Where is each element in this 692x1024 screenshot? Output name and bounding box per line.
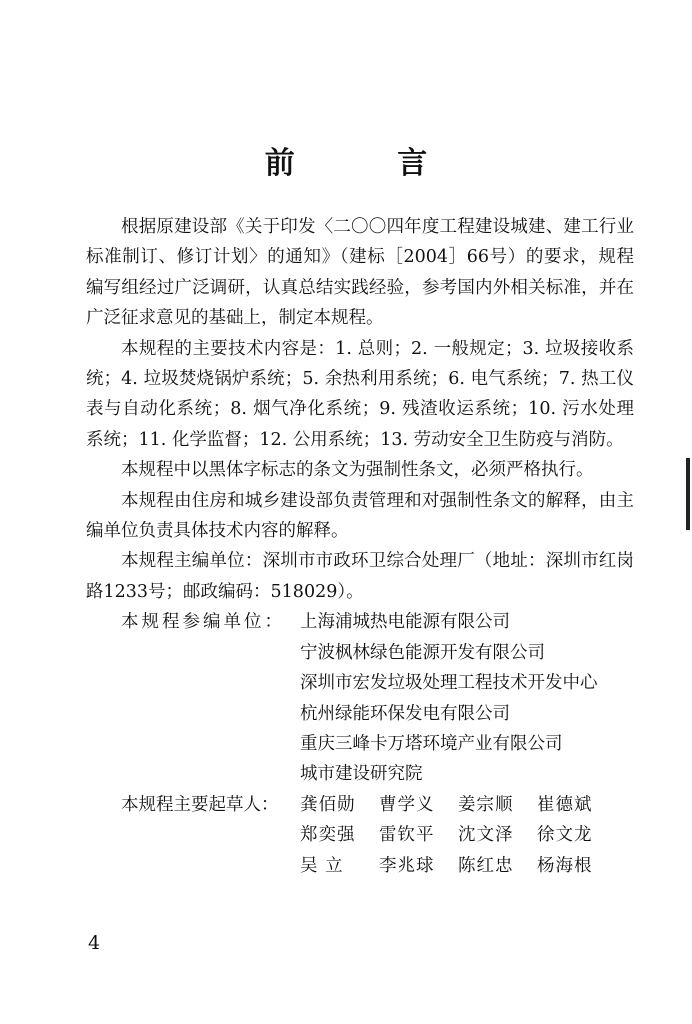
preface-body — [86, 212, 634, 881]
paragraph-mandatory-clauses: 本规程中以黑体字标志的条文为强制性条文，必须严格执行。 — [121, 460, 594, 481]
drafter-name: 郑奕强 — [300, 825, 356, 846]
page-title: 前 言 — [264, 146, 474, 181]
drafter-name: 龚佰勋 — [300, 794, 356, 815]
drafter-name: 吴 立 — [300, 855, 344, 876]
drafter-name: 沈文泽 — [458, 825, 514, 846]
drafter-name: 曹学义 — [379, 794, 435, 815]
drafter-name: 雷钦平 — [379, 825, 435, 846]
participating-unit: 重庆三峰卡万塔环境产业有限公司 — [300, 733, 563, 754]
participating-unit: 城市建设研究院 — [300, 764, 423, 785]
page-number: 4 — [88, 932, 101, 954]
scan-edge-mark — [686, 458, 690, 530]
participating-unit: 深圳市宏发垃圾处理工程技术开发中心 — [300, 673, 598, 694]
drafters-label: 本规程主要起草人： — [121, 794, 279, 815]
paragraph-main-contents: 本规程的主要技术内容是：1. 总则；2. 一般规定；3. 垃圾接收系统；4. 垃圾焚烧锅炉系统；5. 余热利用系统；6. 电气系统；7. 热工仪表与自动化系统；8. 烟气净化系统；9. 残渣收运系统；10. 污水处理系统；11. 化学监督；12. 公用系统；13. 劳动安全卫生防疫与消防。 — [86, 338, 634, 450]
participating-units-section — [86, 607, 634, 789]
participating-unit: 宁波枫林绿色能源开发有限公司 — [300, 642, 545, 663]
paragraph-background: 根据原建设部《关于印发〈二〇〇四年度工程建设城建、建工行业标准制订、修订计划〉的通知》（建标［2004］66号）的要求，规程编写组经过广泛调研，认真总结实践经验，参考国内外相关标准，并在广泛征求意见的基础上，制定本规程。 — [86, 217, 634, 329]
paragraph-chief-editor: 本规程主编单位：深圳市市政环卫综合处理厂（地址：深圳市红岗路1233号；邮政编码：518029）。 — [86, 551, 634, 602]
drafter-name: 崔德斌 — [537, 794, 593, 815]
drafters-section — [86, 790, 634, 881]
drafter-name: 李兆球 — [379, 855, 435, 876]
drafter-name: 姜宗顺 — [458, 794, 514, 815]
participating-units-list — [300, 607, 634, 789]
drafter-name: 陈红忠 — [458, 855, 514, 876]
participating-units-label: 本规程参编单位： — [121, 612, 285, 633]
participating-unit: 杭州绿能环保发电有限公司 — [300, 703, 510, 724]
paragraph-management: 本规程由住房和城乡建设部负责管理和对强制性条文的解释，由主编单位负责具体技术内容的解释。 — [86, 490, 634, 542]
drafters-list — [300, 790, 616, 881]
drafter-name: 杨海根 — [537, 855, 593, 876]
drafter-name: 徐文龙 — [537, 825, 593, 846]
participating-unit: 上海浦城热电能源有限公司 — [300, 612, 510, 633]
